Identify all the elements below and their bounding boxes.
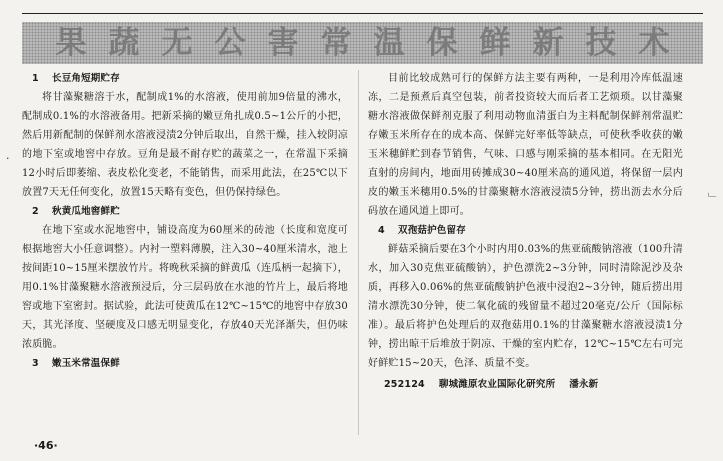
postcode: 252124 [384,379,425,390]
left-column [22,69,348,373]
section-number: 2 [32,206,39,217]
section-heading [22,202,348,221]
article-title: 果蔬无公害常温保鲜新技术 [55,25,692,61]
section-title: 嫩玉米常温保鲜 [52,358,120,369]
section-number: 3 [32,358,39,369]
body-paragraph: 将甘藻聚糖溶于水，配制成1%的水溶液，使用前加9倍量的沸水，配制成0.1%的水溶液备用。把新采摘的嫩豆角扎成0.5~1公斤的小把，然后用新配制的保鲜剂水溶液浸渍2分钟后取出，自然干燥，挂入较阴凉的地下室或地窖中存放。豆角是最不耐存贮的蔬菜之一，在常温下采摘12小时后即萎缩、表皮松化变老，不能销售，而采用此法，在25℃以下放置7天无任何变化，放置15天略有变色，但仍保持绿色。 [22,92,348,198]
section-title: 长豆角短期贮存 [52,73,120,84]
section-heading [22,69,348,88]
author-name: 潘永新 [569,379,599,390]
section-number: 4 [378,225,385,236]
author-line [368,375,683,394]
affiliation: 聊城潍原农业国际化研究所 [438,379,556,390]
section-heading [22,354,348,373]
body-paragraph: 鲜菇采摘后要在3个小时内用0.03%的焦亚硫酸钠溶液（100升清水，加入30克焦亚硫酸钠），护色漂洗2~3分钟，同时清除泥沙及杂质，再移入0.06%的焦亚硫酸钠护色液中浸泡2~3分钟，随后捞出用清水漂洗30分钟，使二氧化硫的残留量不超过20毫克/公斤（国际标准）。最后将护色处理后的双孢菇用0.1%的甘藻聚糖水溶液浸渍1分钟，捞出晾干后堆放于阴凉、干燥的室内贮存，12℃~15℃左右可完好鲜贮15~20天，色泽、质量不变。 [368,244,683,369]
title-banner [22,22,703,64]
body-paragraph: 目前比较成熟可行的保鲜方法主要有两种，一是利用冷库低温速冻，二是预煮后真空包装，前者投资较大而后者工艺烦琐。以甘藻聚糖水溶液做保鲜剂克服了利用动物血清蛋白为主料配制保鲜剂常温贮存嫩玉米所存在的成本高、保鲜完好率低等缺点，可使秋季收获的嫩玉米穗鲜贮到春节销售，气味、口感与刚采摘的基本相同。在无阳光直射的房间内，地面用砖摊成30~40厘米高的通风道，将保留一层内皮的嫩玉米穗用0.5%的甘藻聚糖水溶液浸渍5分钟，捞出沥去水分后码放在通风道上即可。 [368,73,683,217]
section-title: 秋黄瓜地窖鲜贮 [52,206,120,217]
section-number: 1 [32,73,39,84]
margin-mark: ﹂ [708,192,719,205]
body-paragraph: 在地下室或水泥地窖中，铺设高度为60厘米的砖池（长度和宽度可根据地窖大小任意调整）。内衬一塑料薄膜，注入30~40厘米清水，池上按间距10~15厘米摆放竹片。将晚秋采摘的鲜黄瓜（连瓜柄一起摘下），用0.1%甘藻聚糖水溶液预浸后，分三层码放在水池的竹片上，最后将地窖或地下室密封。据试验，此法可使黄瓜在12℃~15℃的地窖中存放30天，其光泽度、坚硬度及口感无明显变化，存放40天光泽渐失，但仍味浓质脆。 [22,225,348,350]
page-number: ·46· [34,439,58,452]
column-divider [358,70,359,435]
section-heading [368,221,683,240]
right-column [368,69,683,394]
top-rule [22,13,703,14]
section-title: 双孢菇护色留存 [398,225,466,236]
margin-mark: · [6,152,10,165]
